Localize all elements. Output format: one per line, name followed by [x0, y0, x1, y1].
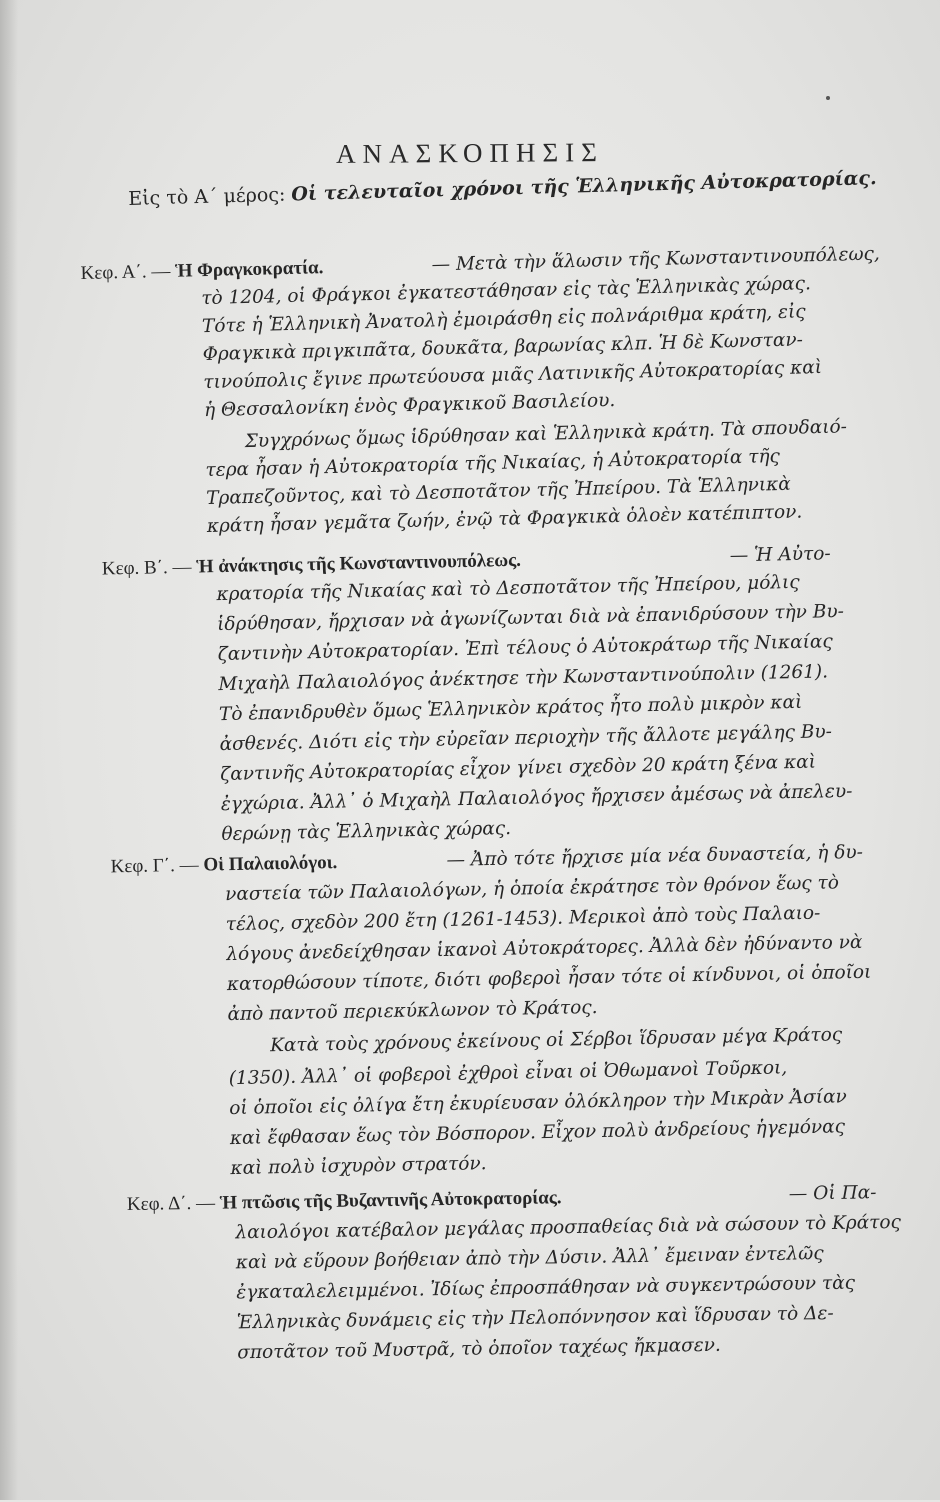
chapter-label: Κεφ. Γ΄. — Οἱ Παλαιολόγοι. — [110, 851, 338, 878]
chapter-line: ζαντινῆς Αὐτοκρατορίας εἶχον γίνει σχεδὸν 20 κράτη ξένα καὶ — [220, 751, 817, 786]
chapter-line: Μιχαὴλ Παλαιολόγος ἀνέκτησε τὴν Κωνσταντινούπολιν (1261). — [218, 661, 829, 696]
chapter-line: λαιολόγοι κατέβαλον μεγάλας προσπαθείας διὰ νὰ σώσουν τὸ Κράτος — [235, 1211, 902, 1244]
subtitle-title: Οἱ τελευταῖοι χρόνοι τῆς Ἑλληνικῆς Αὐτοκρατορίας. — [291, 167, 877, 206]
chapter-line: ἱδρύθησαν, ἤρχισαν νὰ ἀγωνίζωνται διὰ νὰ ἐπανιδρύσουν τὴν Βυ- — [216, 600, 845, 636]
chapter-line: — Μετὰ τὴν ἅλωσιν τῆς Κωνσταντινουπόλεως, — [431, 243, 881, 276]
chapter-line: ζαντινὴν Αὐτοκρατορίαν. Ἐπὶ τέλους ὁ Αὐτοκράτωρ τῆς Νικαίας — [217, 631, 833, 666]
chapter-line: ἐγχώρια. Ἀλλ᾽ ὁ Μιχαὴλ Παλαιολόγος ἤρχισεν ἀμέσως νὰ ἀπελευ- — [220, 780, 853, 816]
chapter-line: ἡ Θεσσαλονίκη ἑνὸς Φραγκικοῦ Βασιλείου. — [203, 390, 616, 422]
chapter-line: λόγους ἀνεδείχθησαν ἱκανοὶ Αὐτοκράτορες. Ἀλλὰ δὲν ἠδύναντο νὰ — [226, 931, 863, 966]
chapter-line: οἱ ὁποῖοι εἰς ὀλίγα ἔτη ἐκυρίευσαν ὁλόκληρον τὴν Μικρὰν Ἀσίαν — [229, 1086, 847, 1120]
chapter-line: κατορθώσουν τίποτε, διότι φοβεροὶ ἦσαν τότε οἱ κίνδυνοι, οἱ ὁποῖοι — [226, 961, 872, 996]
chapter-title: Ἡ ἀνάκτησις τῆς Κωνσταντινουπόλεως. — [196, 549, 522, 578]
page-heading: ΑΝΑΣΚΟΠΗΣΙΣ — [336, 137, 604, 169]
chapter-line: — Ἡ Αὐτο- — [729, 543, 831, 567]
chapter-line: θερώνῃ τὰς Ἑλληνικὰς χώρας. — [221, 817, 512, 846]
chapter-line: Συγχρόνως ὅμως ἱδρύθησαν καὶ Ἑλληνικὰ κράτη. Τὰ σπουδαιό- — [244, 416, 848, 453]
chapter-line: — Οἱ Πα- — [788, 1182, 877, 1205]
chapter-line: ἐγκαταλελειμμένοι. Ἰδίως ἐπροσπάθησαν νὰ συγκεντρώσουν τὰς — [236, 1272, 856, 1304]
chapter-label: Κεφ. Β΄. — Ἡ ἀνάκτησις τῆς Κωνσταντινουπόλεως. — [101, 549, 522, 580]
chapter-line: (1350). Ἀλλ᾽ οἱ φοβεροὶ ἐχθροὶ εἶναι οἱ Ὀθωμανοὶ Τοῦρκοι, — [228, 1057, 788, 1090]
chapter-line: τερα ἦσαν ἡ Αὐτοκρατορία τῆς Νικαίας, ἡ Αὐτοκρατορία τῆς — [205, 446, 781, 482]
chapter-line: — Ἀπὸ τότε ἤρχισε μία νέα δυναστεία, ἡ δυ- — [446, 841, 864, 871]
chapter-title: Ἡ πτῶσις τῆς Βυζαντινῆς Αὐτοκρατορίας. — [219, 1187, 562, 1214]
chapter-line: κρατορία τῆς Νικαίας καὶ τὸ Δεσποτᾶτον τῆς Ἠπείρου, μόλις — [216, 571, 800, 606]
chapter-line: Ἑλληνικὰς δυνάμεις εἰς τὴν Πελοπόννησον καὶ ἵδρυσαν τὸ Δε- — [236, 1302, 834, 1334]
chapter-line: ἀσθενές. Διότι εἰς τὴν εὐρεῖαν περιοχὴν τῆς ἄλλοτε μεγάλης Βυ- — [219, 721, 833, 756]
chapter-title: Οἱ Παλαιολόγοι. — [203, 851, 338, 876]
chapter-line: καὶ ἔφθασαν ἕως τὸν Βόσπορον. Εἶχον πολὺ ἀνδρείους ἡγεμόνας — [229, 1116, 846, 1150]
chapter-line: καὶ νὰ εὕρουν βοήθειαν ἀπὸ τὴν Δύσιν. Ἀλλ᾽ ἔμειναν ἐντελῶς — [235, 1243, 824, 1274]
chapter-line: Τραπεζοῦντος, καὶ τὸ Δεσποτᾶτον τῆς Ἠπείρου. Τὰ Ἑλληνικὰ — [205, 473, 792, 510]
chapter-title: Ἡ Φραγκοκρατία. — [174, 257, 324, 282]
subtitle-prefix: Εἰς τὸ Α΄ μέρος: — [128, 183, 286, 210]
chapter-line: Τὸ ἐπανιδρυθὲν ὅμως Ἑλληνικὸν κράτος ἦτο πολὺ μικρὸν καὶ — [218, 691, 803, 726]
chapter-label: Κεφ. Δ΄. — Ἡ πτῶσις τῆς Βυζαντινῆς Αὐτοκρατορίας. — [126, 1187, 562, 1216]
chapter-line: καὶ πολὺ ἰσχυρὸν στρατόν. — [230, 1153, 487, 1180]
chapter-line: κράτη ἦσαν γεμᾶτα ζωήν, ἐνῷ τὰ Φραγκικὰ ὁλοὲν κατέπιπτον. — [206, 501, 803, 538]
chapter-line: ἀπὸ παντοῦ περιεκύκλωνον τὸ Κράτος. — [227, 997, 598, 1026]
chapter-line: ναστεία τῶν Παλαιολόγων, ἡ ὁποία ἐκράτησε τὸν θρόνον ἕως τὸ — [224, 872, 840, 906]
chapter-line: Κατὰ τοὺς χρόνους ἐκείνους οἱ Σέρβοι ἵδρυσαν μέγα Κράτος — [269, 1024, 843, 1057]
chapter-line: τὸ 1204, οἱ Φράγκοι ἐγκατεστάθησαν εἰς τὰς Ἑλληνικὰς χώρας. — [201, 273, 812, 310]
chapter-line: Φραγκικὰ πριγκιπᾶτα, δουκᾶτα, βαρωνίας κλπ. Ἡ δὲ Κωνσταν- — [202, 329, 804, 366]
chapter-label: Κεφ. Α΄. — Ἡ Φραγκοκρατία. — [80, 257, 324, 285]
chapter-line: τινούπολις ἔγινε πρωτεύουσα μιᾶς Λατινικῆς Αὐτοκρατορίας καὶ — [203, 356, 823, 394]
chapter-line: Τότε ἡ Ἑλληνικὴ Ἀνατολὴ ἐμοιράσθη εἰς πολνάριθμα κράτη, εἰς — [201, 301, 806, 338]
chapter-line: τέλος, σχεδὸν 200 ἔτη (1261-1453). Μερικοὶ ἀπὸ τοὺς Παλαιο- — [225, 902, 821, 936]
chapter-line: σποτᾶτον τοῦ Μυστρᾶ, τὸ ὁποῖον ταχέως ἤκμασεν. — [237, 1334, 722, 1364]
